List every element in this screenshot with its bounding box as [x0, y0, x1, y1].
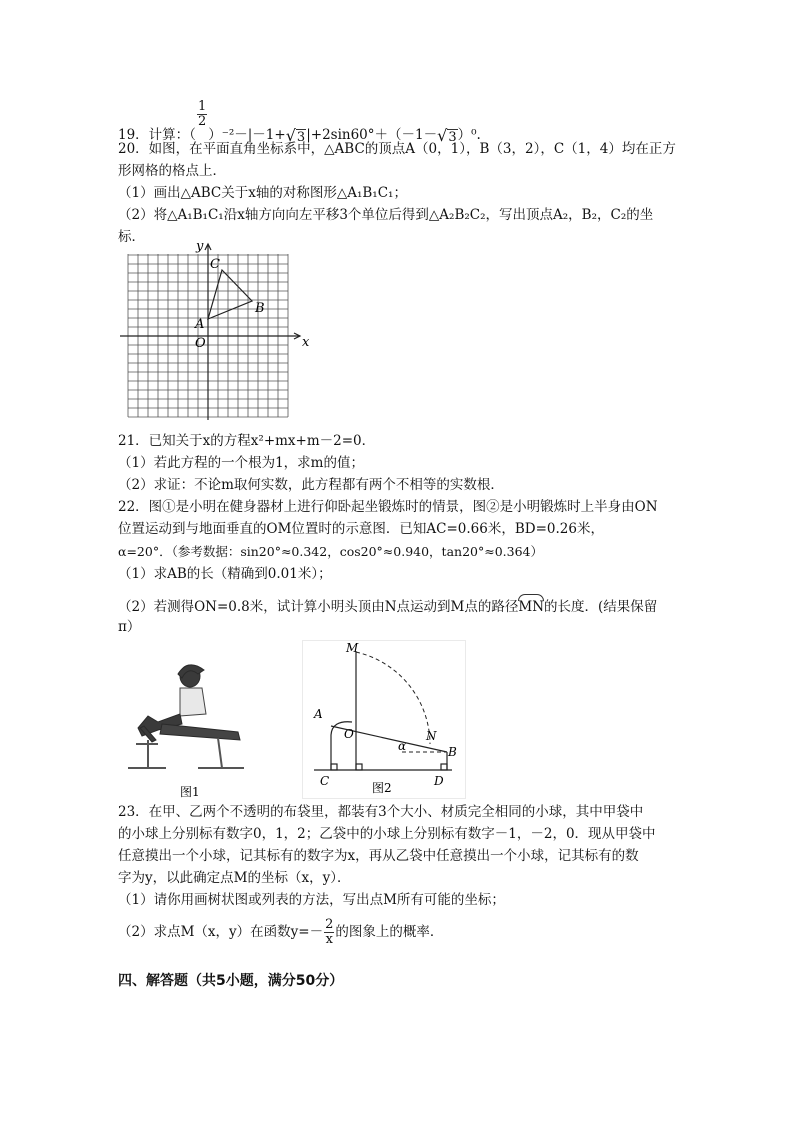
label-b2: B [448, 745, 457, 759]
q21-item-2: （2）求证：不论m取何实数，此方程都有两个不相等的实数根． [118, 477, 504, 493]
right-angle-c [331, 764, 337, 770]
label-m: M [346, 641, 359, 655]
q23-fraction: $\frac{2}{x}$ [325, 917, 334, 947]
q23-item-1: （1）请你用画树状图或列表的方法，写出点M所有可能的坐标； [118, 892, 505, 908]
label-y: y [196, 239, 204, 254]
right-angle-o [356, 764, 362, 770]
arc-mn-path [356, 652, 430, 744]
label-c: C [210, 257, 220, 272]
label-b: B [255, 301, 265, 316]
q20-item-2b: 标． [118, 229, 145, 245]
q23-line-1: 23．在甲、乙两个不透明的布袋里，都装有3个大小、材质完全相同的小球，其中甲袋中 [118, 804, 644, 820]
torso [180, 688, 206, 716]
q23-item-2: （2）求点M（x，y）在函数y=－ $\frac{2}{x}$ 的图象上的概率． [118, 917, 444, 947]
label-d: D [434, 774, 444, 788]
label-a2: A [314, 707, 323, 721]
label-o2: O [344, 727, 354, 741]
q23-line-3: 任意摸出一个小球，记其标有的数字为x，再从乙袋中任意摸出一个小球，记其标有的数 [118, 848, 639, 864]
q20-line-1: 20．如图，在平面直角坐标系中，△ABC的顶点A（0，1），B（3，2），C（1，4）均在正方 [118, 141, 676, 157]
q19-sqrt-2: √3 [437, 126, 457, 145]
label-a: A [195, 317, 205, 332]
right-angle-d [441, 764, 447, 770]
q19-fraction: $\frac{1}{2}$ [197, 99, 207, 129]
label-n: N [426, 729, 437, 743]
arc-mn: MN [518, 596, 544, 616]
q20-item-1: （1）画出△ABC关于x轴的对称图形△A₁B₁C₁； [118, 185, 407, 201]
q20-item-2a: （2）将△A₁B₁C₁沿x轴方向向左平移3个单位后得到△A₂B₂C₂，写出顶点A₂，B₂，C₂的坐 [118, 207, 654, 223]
figure-2-caption: 图2 [372, 781, 392, 795]
section-4-heading: 四、解答题（共5小题，满分50分） [118, 973, 344, 989]
coordinate-grid-figure [118, 240, 308, 430]
label-c2: C [320, 774, 330, 788]
q22-line-3: α=20°．（参考数据：sin20°≈0.342，cos20°≈0.940，tan20°≈0.364） [118, 544, 543, 559]
label-alpha: α [398, 739, 407, 753]
q21-item-1: （1）若此方程的一个根为1，求m的值； [118, 455, 364, 471]
figure-2-diagram [302, 640, 468, 800]
triangle-abc [208, 270, 252, 319]
q22-line-2: 位置运动到与地面垂直的OM位置时的示意图．已知AC=0.66米，BD=0.26米， [118, 521, 604, 537]
label-x: x [302, 335, 310, 350]
q22-item-2-end: π） [118, 619, 141, 635]
q19-text: 19．计算：（ [118, 127, 196, 143]
q23-line-2: 的小球上分别标有数字0，1，2；乙袋中的小球上分别标有数字－1，－2，0．现从甲袋中 [118, 826, 656, 842]
q22-item-1: （1）求AB的长（精确到0.01米）； [118, 566, 332, 582]
question-19: 19．计算：（ $\frac{1}{2}$ ）⁻²－|－1+√3|+2sin60°＋（－1－√3）⁰. [118, 100, 481, 140]
bench-pad [160, 724, 240, 740]
label-origin: O [195, 336, 206, 351]
q22-line-1: 22．图①是小明在健身器材上进行仰卧起坐锻炼时的情景，图②是小明锻炼时上半身由ON [118, 499, 658, 515]
q23-line-4: 字为y，以此确定点M的坐标（x，y）． [118, 870, 351, 886]
q19-sqrt: √3 [285, 126, 306, 145]
figure-1-caption: 图1 [180, 785, 200, 799]
q20-line-2: 形网格的格点上． [118, 163, 226, 179]
q21-line-1: 21．已知关于x的方程x²+mx+m－2=0． [118, 433, 376, 449]
q22-item-2: （2）若测得ON=0.8米，试计算小明头顶由N点运动到M点的路径MN的长度．(结果保留 [118, 596, 657, 616]
figure-1-person-on-bench [118, 644, 268, 800]
bench-frame [128, 738, 244, 768]
